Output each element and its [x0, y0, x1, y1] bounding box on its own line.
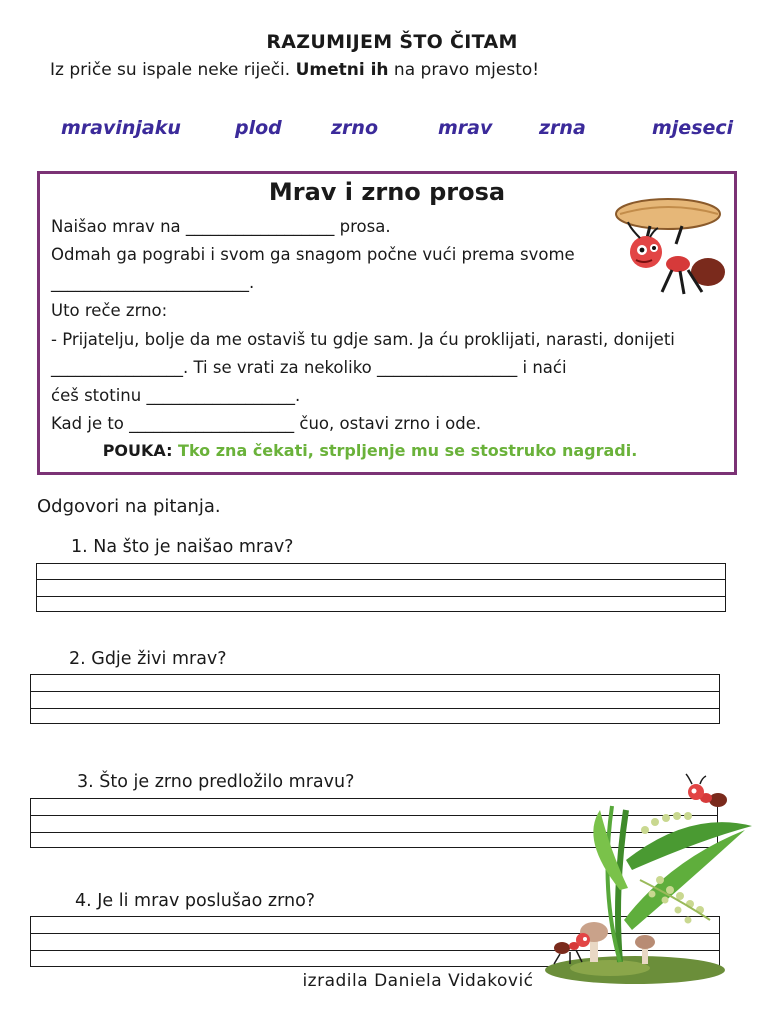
question: 2. Gdje živi mrav?: [69, 649, 227, 669]
instruction-pre: Iz priče su ispale neke riječi.: [50, 60, 296, 80]
answer-lines[interactable]: [36, 563, 726, 612]
answer-lines[interactable]: [30, 674, 720, 724]
question: 3. Što je zrno predložilo mravu?: [77, 772, 355, 792]
question: 1. Na što je naišao mrav?: [71, 537, 294, 557]
story-line: ________________. Ti se vrati za nekoliko _________________ i naći: [51, 358, 567, 377]
story-line: Uto reče zrno:: [51, 301, 168, 320]
instruction-bold: Umetni ih: [295, 60, 389, 80]
moral-text: Tko zna čekati, strpljenje mu se stostruko nagradi.: [172, 441, 638, 460]
page-title: RAZUMIJEM ŠTO ČITAM: [266, 31, 518, 53]
moral-label: POUKA:: [102, 441, 173, 460]
moral: [40, 441, 700, 460]
word-bank-item: mravinjaku: [61, 117, 181, 139]
story-line: Kad je to ____________________ čuo, ostavi zrno i ode.: [51, 414, 482, 433]
millet-plant-with-ants-illustration: [540, 770, 760, 985]
instruction: [50, 60, 539, 80]
word-bank-item: mjeseci: [652, 117, 734, 139]
story-line: Naišao mrav na __________________ prosa.: [51, 217, 391, 236]
word-bank-item: zrna: [539, 117, 586, 139]
author-credit: izradila Daniela Vidaković: [302, 971, 534, 991]
story-line: ćeš stotinu __________________.: [51, 386, 301, 405]
story-line: ________________________.: [51, 273, 255, 292]
story-line: Odmah ga pograbi i svom ga snagom počne vući prema svome: [51, 245, 575, 264]
ant-carrying-seed-illustration: [610, 192, 730, 296]
word-bank-item: mrav: [438, 117, 493, 139]
instruction-post: na pravo mjesto!: [388, 60, 540, 80]
question: 4. Je li mrav poslušao zrno?: [75, 891, 316, 911]
story-title: Mrav i zrno prosa: [268, 178, 506, 206]
word-bank-item: zrno: [331, 117, 379, 139]
answers-heading: Odgovori na pitanja.: [37, 496, 221, 517]
story-box: [37, 171, 737, 475]
word-bank-item: plod: [235, 117, 282, 139]
story-line: - Prijatelju, bolje da me ostaviš tu gdje sam. Ja ću proklijati, narasti, donijeti: [51, 330, 675, 349]
